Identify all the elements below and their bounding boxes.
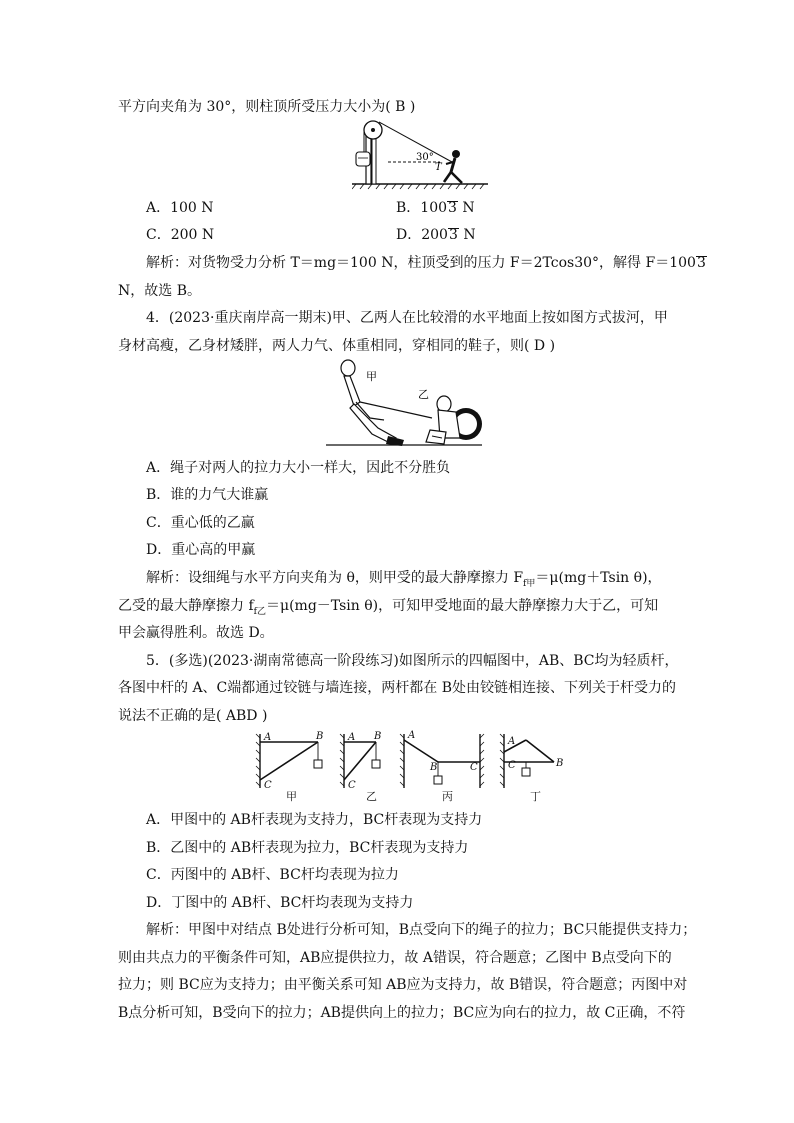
q3-explanation-line2: N，故选 B。 <box>118 283 201 299</box>
q4-option-d: D．重心高的甲赢 <box>146 542 256 558</box>
fig3-caption-yi: 乙 <box>366 790 377 803</box>
fig3-yi-label-c: C <box>348 780 356 791</box>
fig3-caption-jia: 甲 <box>286 790 297 803</box>
fig3-caption-ding: 丁 <box>530 790 541 803</box>
angle-label: 30° <box>416 152 434 163</box>
q4-explanation-line2: 乙受的最大静摩擦力 $f_{f乙}=\mu(mg-Tsin$ θ)，可知甲受地面的最大静摩擦力大于乙，可知 <box>118 598 659 617</box>
fig3-yi-label-a: A <box>348 732 356 743</box>
q4-option-c: C．重心低的乙赢 <box>146 515 255 531</box>
pulley-figure <box>352 118 492 190</box>
q3-explanation-line1: 解析：对货物受力分析 T＝mg＝100 N，柱顶受到的压力 F＝2Tcos30°，解得 F＝1003 <box>146 255 706 271</box>
fig3-bing-label-a: A <box>408 730 416 741</box>
fig3-bing-label-c: C <box>470 762 478 773</box>
four-bracket-figure <box>254 730 564 804</box>
q5-explanation-line4: B点分析可知，B受向下的拉力；AB提供向上的拉力；BC应为向右的拉力，故 C正确，不符 <box>118 1005 686 1021</box>
fig3-jia-label-c: C <box>264 780 272 791</box>
fig3-yi-label-b: B <box>374 731 382 742</box>
q3-stem-tail: 平方向夹角为 30°，则柱顶所受压力大小为( B ) <box>118 99 416 115</box>
tug-of-war-figure <box>326 358 482 450</box>
fig3-jia-label-b: B <box>316 731 324 742</box>
q5-explanation-line3: 拉力；则 BC应为支持力；由平衡关系可知 AB应为支持力，故 B错误，符合题意；丙图中对 <box>118 977 688 993</box>
q5-explanation-line1: 解析：甲图中对结点 B处进行分析可知，B点受向下的绳子的拉力；BC只能提供支持力； <box>146 922 697 938</box>
q4-option-b: B．谁的力气大谁赢 <box>146 487 269 503</box>
label-yi: 乙 <box>418 388 429 401</box>
q4-option-a: A．绳子对两人的拉力大小一样大，因此不分胜负 <box>146 460 451 476</box>
fig3-ding-label-b: B <box>556 758 564 769</box>
q5-stem-line2: 各图中杆的 A、C端都通过铰链与墙连接，两杆都在 B处由铰链相连接、下列关于杆受力的 <box>118 680 677 696</box>
fig3-caption-bing: 丙 <box>442 790 453 803</box>
fig3-jia-label-a: A <box>264 732 272 743</box>
q3-option-b: B．1003 N <box>396 200 475 216</box>
q5-stem-line1: 5．(多选)(2023·湖南常德高一阶段练习)如图所示的四幅图中，AB、BC均为轻质杆， <box>146 653 679 669</box>
fig3-bing-label-b: B <box>430 762 438 773</box>
q4-explanation-line3: 甲会赢得胜利。故选 D。 <box>118 625 274 641</box>
q5-option-d: D．丁图中的 AB杆、BC杆均表现为支持力 <box>146 895 414 911</box>
q3-option-d: D．2003 N <box>396 227 476 243</box>
q5-option-b: B．乙图中的 AB杆表现为拉力，BC杆表现为支持力 <box>146 840 469 856</box>
q5-stem-line3: 说法不正确的是( ABD ) <box>118 708 268 724</box>
q4-stem-line2: 身材高瘦，乙身材矮胖，两人力气、体重相同，穿相同的鞋子，则( D ) <box>118 338 556 354</box>
q5-option-c: C．丙图中的 AB杆、BC杆均表现为拉力 <box>146 867 399 883</box>
q3-option-c: C．200 N <box>146 227 215 243</box>
q5-explanation-line2: 则由共点力的平衡条件可知，AB应提供拉力，故 A错误，符合题意；乙图中 B点受向下的 <box>118 950 672 966</box>
fig3-ding-label-c: C <box>508 760 516 771</box>
fig3-ding-label-a: A <box>508 736 516 747</box>
label-jia: 甲 <box>366 370 377 383</box>
q5-option-a: A．甲图中的 AB杆表现为支持力，BC杆表现为支持力 <box>146 812 483 828</box>
tension-label: T <box>435 162 442 173</box>
q4-stem-line1: 4．(2023·重庆南岸高一期末)甲、乙两人在比较滑的水平地面上按如图方式拔河，甲 <box>146 310 668 326</box>
q3-option-a: A．100 N <box>146 200 214 216</box>
q4-explanation-line1: 解析：设细绳与水平方向夹角为 θ，则甲受的最大静摩擦力 $F_{f甲}=\mu(mg+Tsin$ θ)， <box>146 570 662 589</box>
